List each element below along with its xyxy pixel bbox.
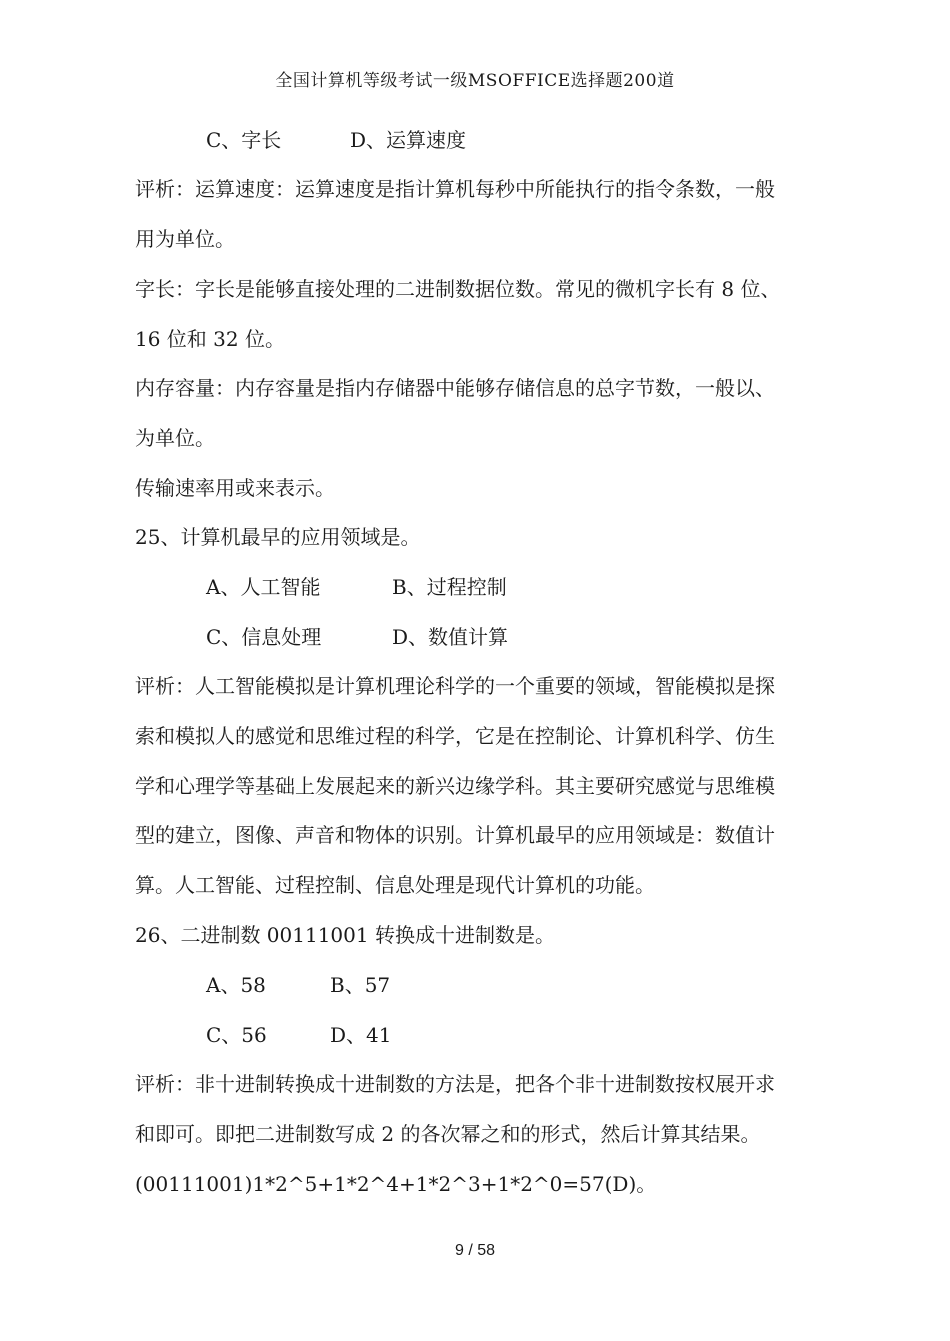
- analysis-paragraph-line: 和即可。即把二进制数写成 2 的各次幂之和的形式，然后计算其结果。: [135, 1122, 761, 1146]
- question-26: 26、二进制数 00111001 转换成十进制数是。: [135, 923, 555, 947]
- page-number: 9 / 58: [454, 1242, 496, 1259]
- question-25: 25、计算机最早的应用领域是。: [135, 525, 421, 549]
- analysis-paragraph-line: 为单位。: [135, 426, 215, 450]
- analysis-paragraph-line: 索和模拟人的感觉和思维过程的科学，它是在控制论、计算机科学、仿生: [135, 724, 775, 748]
- option-b: B、57: [330, 973, 391, 997]
- option-d: D、数值计算: [392, 625, 509, 649]
- option-d: D、运算速度: [350, 128, 467, 152]
- analysis-paragraph-line: 用为单位。: [135, 227, 235, 251]
- analysis-paragraph-line: 评析：运算速度：运算速度是指计算机每秒中所能执行的指令条数，一般: [135, 177, 775, 201]
- option-c: C、字长: [206, 128, 282, 152]
- option-a: A、58: [206, 973, 266, 997]
- analysis-paragraph-line: 评析：人工智能模拟是计算机理论科学的一个重要的领域，智能模拟是探: [135, 674, 775, 698]
- analysis-paragraph-line: 型的建立，图像、声音和物体的识别。计算机最早的应用领域是：数值计: [135, 823, 775, 847]
- analysis-paragraph-line: 评析：非十进制转换成十进制数的方法是，把各个非十进制数按权展开求: [135, 1072, 775, 1096]
- analysis-paragraph-line: 算。人工智能、过程控制、信息处理是现代计算机的功能。: [135, 873, 655, 897]
- analysis-paragraph-line: 16 位和 32 位。: [135, 327, 285, 351]
- option-c: C、信息处理: [206, 625, 322, 649]
- analysis-paragraph-line: 字长：字长是能够直接处理的二进制数据位数。常见的微机字长有 8 位、: [135, 277, 781, 301]
- analysis-paragraph-line: 内存容量：内存容量是指内存储器中能够存储信息的总字节数，一般以、: [135, 376, 775, 400]
- option-a: A、人工智能: [206, 575, 321, 599]
- analysis-formula-line: (00111001)1*2^5+1*2^4+1*2^3+1*2^0=57(D)。: [135, 1172, 657, 1196]
- analysis-paragraph-line: 传输速率用或来表示。: [135, 476, 335, 500]
- option-b: B、过程控制: [392, 575, 507, 599]
- analysis-paragraph-line: 学和心理学等基础上发展起来的新兴边缘学科。其主要研究感觉与思维模: [135, 774, 775, 798]
- option-c: C、56: [206, 1023, 267, 1047]
- page-header-title: 全国计算机等级考试一级MSOFFICE选择题200道: [275, 71, 675, 91]
- option-d: D、41: [330, 1023, 392, 1047]
